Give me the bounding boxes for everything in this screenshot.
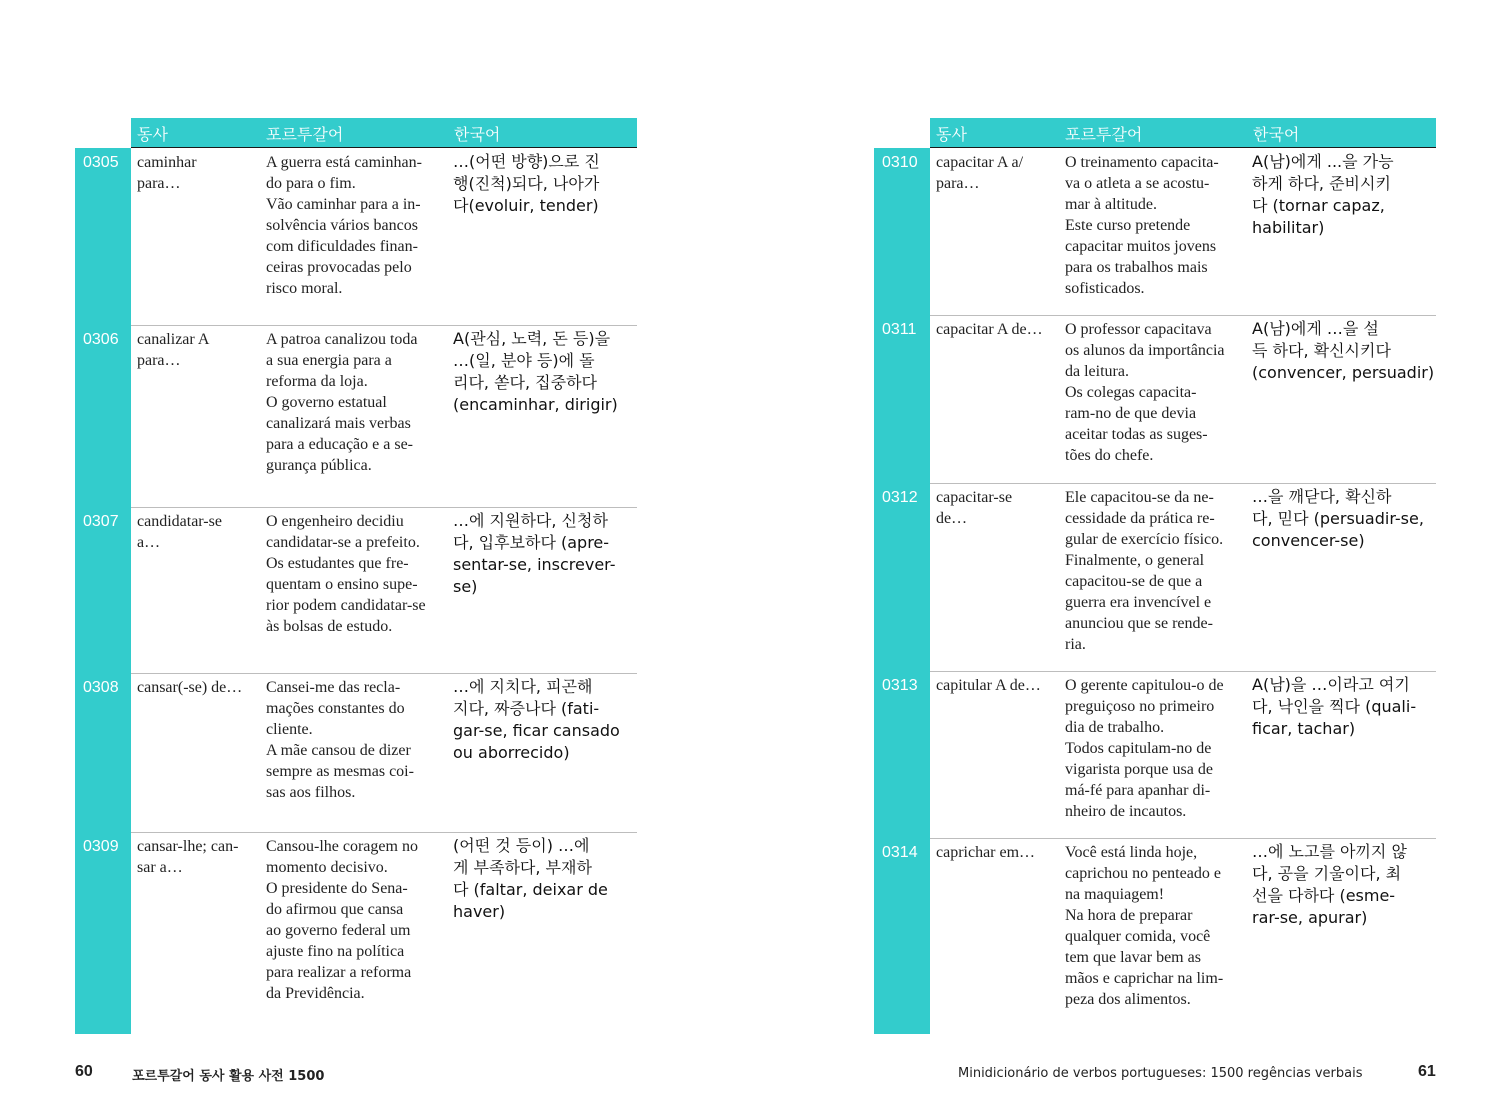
row-divider	[131, 507, 637, 508]
entry-korean: (어떤 것 등이) …에 게 부족하다, 부재하 다 (faltar, deixar de haver)	[453, 836, 608, 921]
entry-0307	[75, 507, 637, 673]
entry-number: 0311	[882, 321, 917, 338]
left-book-title: 포르투갈어 동사 활용 사전 1500	[132, 1069, 325, 1084]
entry-0305	[75, 148, 637, 325]
row-divider	[930, 671, 1436, 672]
entry-portuguese: A patroa canalizou toda a sua energia para a reforma da loja. O governo estatual canalizará mais verbas para a educação e a se- gurança pública.	[266, 331, 418, 474]
entry-verb: caprichar em…	[936, 844, 1036, 861]
entry-korean: …에 지원하다, 신청하 다, 입후보하다 (apre- sentar-se, inscrever- se)	[453, 511, 616, 596]
entry-portuguese: Você está linda hoje, caprichou no penteado e na maquiagem! Na hora de preparar qualquer comida, você tem que lavar bem as mãos e caprichar na lim- peza dos alimentos.	[1065, 844, 1224, 1008]
entry-korean: …(어떤 방향)으로 진 행(진척)되다, 나아가 다(evoluir, tender)	[453, 152, 600, 215]
entry-number: 0305	[83, 154, 119, 171]
right-page-number: 61	[1418, 1063, 1436, 1080]
row-divider	[930, 838, 1436, 839]
entry-portuguese: O treinamento capacita- va o atleta a se acostu- mar à altitude. Este curso pretende capacitar muitos jovens para os trabalhos mais sofisticados.	[1065, 154, 1219, 297]
header-portuguese: 포르투갈어	[1065, 125, 1143, 144]
entry-number: 0308	[83, 679, 119, 696]
header-portuguese: 포르투갈어	[266, 125, 344, 144]
header-verb: 동사	[137, 125, 168, 144]
entry-portuguese: O gerente capitulou-o de preguiçoso no primeiro dia de trabalho. Todos capitulam-no de vigarista porque usa de má-fé para apanhar di- nheiro de incautos.	[1065, 677, 1224, 820]
entry-portuguese: A guerra está caminhan- do para o fim. Vão caminhar para a in- solvência vários bancos com dificuldades finan- ceiras provocadas pelo risco moral.	[266, 154, 422, 297]
entry-verb: cansar-lhe; can- sar a…	[137, 838, 239, 876]
entry-korean: A(관심, 노력, 돈 등)을 …(일, 분야 등)에 돌 리다, 쏟다, 집중하다 (encaminhar, dirigir)	[453, 329, 618, 414]
entry-verb: capacitar-se de…	[936, 489, 1013, 527]
entry-0313	[874, 671, 1436, 838]
entry-0306	[75, 325, 637, 507]
entry-korean: A(남)을 …이라고 여기 다, 낙인을 찍다 (quali- ficar, tachar)	[1252, 675, 1417, 738]
entry-verb: canalizar A para…	[137, 331, 210, 369]
row-divider	[930, 315, 1436, 316]
entry-number: 0314	[882, 844, 918, 861]
entry-number: 0310	[882, 154, 918, 171]
entry-korean: …을 깨닫다, 확신하 다, 믿다 (persuadir-se, convencer-se)	[1252, 487, 1424, 550]
entry-korean: A(남)에게 …을 설 득 하다, 확신시키다 (convencer, persuadir)	[1252, 319, 1435, 382]
table-header	[131, 118, 637, 148]
header-verb: 동사	[936, 125, 967, 144]
right-book-title: Minidicionário de verbos portugueses: 1500 regências verbais	[958, 1066, 1363, 1081]
entry-0312	[874, 483, 1436, 671]
entry-verb: cansar(-se) de…	[137, 679, 243, 696]
entry-verb: caminhar para…	[137, 154, 197, 192]
entry-verb: candidatar-se a…	[137, 513, 222, 551]
header-korean: 한국어	[454, 125, 501, 144]
entry-portuguese: O professor capacitava os alunos da importância da leitura. Os colegas capacita- ram-no de que devia aceitar todas as suges- tões do chefe.	[1065, 321, 1225, 464]
entry-portuguese: Ele capacitou-se da ne- cessidade da prática re- gular de exercício físico. Finalmente, o general capacitou-se de que a guerra era invencível e anunciou que se rende- ria.	[1065, 489, 1224, 653]
entry-0310	[874, 148, 1436, 315]
row-divider	[131, 832, 637, 833]
left-page-number: 60	[75, 1063, 93, 1080]
row-divider	[131, 325, 637, 326]
right-page	[874, 118, 1436, 1034]
entry-number: 0306	[83, 331, 119, 348]
entry-verb: capacitar A a/ para…	[936, 154, 1024, 192]
entry-0308	[75, 673, 637, 832]
entry-0309	[75, 832, 637, 1034]
entry-portuguese: Cansei-me das recla- mações constantes do cliente. A mãe cansou de dizer sempre as mesmas coi- sas aos filhos.	[266, 679, 414, 801]
row-divider	[930, 483, 1436, 484]
entry-verb: capitular A de…	[936, 677, 1041, 694]
row-divider	[131, 673, 637, 674]
entry-number: 0313	[882, 677, 918, 694]
left-page	[75, 118, 637, 1034]
entry-verb: capacitar A de…	[936, 321, 1043, 338]
entry-0314	[874, 838, 1436, 1034]
entry-korean: A(남)에게 ...을 가능 하게 하다, 준비시키 다 (tornar capaz, habilitar)	[1252, 152, 1394, 237]
entry-portuguese: O engenheiro decidiu candidatar-se a prefeito. Os estudantes que fre- quentam o ensino supe- rior podem candidatar-se às bolsas de estudo.	[266, 513, 426, 635]
header-korean: 한국어	[1253, 125, 1300, 144]
entry-portuguese: Cansou-lhe coragem no momento decisivo. O presidente do Sena- do afirmou que cansa ao governo federal um ajuste fino na política para realizar a reforma da Previdência.	[266, 838, 418, 1002]
entry-number: 0309	[83, 838, 119, 855]
entry-number: 0307	[83, 513, 119, 530]
entry-number: 0312	[882, 489, 918, 506]
entry-korean: …에 지치다, 피곤해 지다, 짜증나다 (fati- gar-se, ficar cansado ou aborrecido)	[453, 677, 620, 762]
entry-korean: …에 노고를 아끼지 않 다, 공을 기울이다, 최 선을 다하다 (esme- rar-se, apurar)	[1252, 842, 1407, 927]
table-header	[930, 118, 1436, 148]
entry-0311	[874, 315, 1436, 483]
